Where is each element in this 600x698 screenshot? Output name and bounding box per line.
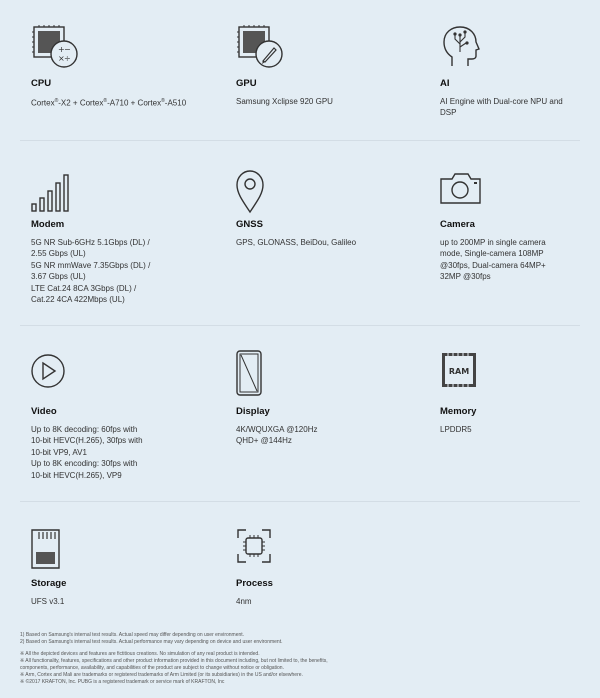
feature-description: LPDDR5 [440,425,472,434]
feature-description: GPS, GLONASS, BeiDou, Galileo [236,238,357,247]
smartphone-icon [236,350,284,396]
sd-card-icon [31,528,79,574]
feature-title: GNSS [236,219,263,230]
svg-text:−: − [64,45,71,54]
feature-description: 4nm [236,597,252,606]
feature-title: Storage [31,578,67,589]
gpu-chip-icon [236,24,284,70]
feature-description: Samsung Xclipse 920 GPU [236,97,333,106]
features-grid [20,0,580,630]
features-row-4 [20,502,580,630]
feature-title: Modem [31,219,65,230]
feature-description: 4K/WQUXGA @120Hz QHD+ @144Hz [236,425,318,446]
feature-description: AI Engine with Dual-core NPU and DSP [440,97,563,118]
footnote-2: 2) Based on Samsung's internal test results. Actual performance may vary depending on device and user environment. [20,639,283,645]
footnotes [20,632,580,686]
svg-text:×: × [58,54,65,63]
notice-3: components, performance, availability, and capabilities of the product are subject to change without notice or obligation. [20,665,284,671]
ram-chip-icon [440,350,488,396]
notice-2: ※ All functionality, features, specifications and other product information provided in this document including, but not limited to, the benefits, [20,658,328,664]
feature-title: Memory [440,406,477,417]
feature-title: Process [236,578,273,589]
notice-5: ※ ©2017 KRAFTON, Inc. PUBG is a registered trademark or service mark of KRAFTON, Inc [20,679,225,685]
feature-description: 5G NR Sub-6GHz 5.1Gbps (DL) / 2.55 Gbps (UL) 5G NR mmWave 7.35Gbps (DL) / 3.67 Gbps (UL) LTE Cat.24 8CA 3Gbps (DL) / Cat.22 4CA 422Mbps (UL) [31,238,151,305]
svg-text:+: + [58,45,65,54]
location-pin-icon [236,169,284,215]
features-row-2 [20,141,580,326]
feature-description: UFS v3.1 [31,597,65,606]
notice-1: ※ All the depicted devices and features are fictitious creations. No simulation of any real product is intended. [20,651,260,657]
feature-title: CPU [31,78,52,89]
process-chip-icon [236,528,284,574]
feature-title: Video [31,406,57,417]
feature-description: Up to 8K decoding: 60fps with 10-bit HEVC(H.265), 30fps with 10-bit VP9, AV1 Up to 8K encoding: 30fps with 10-bit HEVC(H.265), VP9 [31,425,143,480]
footnote-1: 1) Based on Samsung's internal test results. Actual speed may differ depending on user environment. [20,632,245,638]
play-icon [31,350,79,396]
feature-title: GPU [236,78,257,89]
feature-description: Cortex®-X2 + Cortex®-A710 + Cortex®-A510 [31,98,187,108]
camera-icon [440,169,488,215]
signal-bars-icon [31,169,79,215]
features-row-1 [20,0,580,141]
ram-label: RAM [448,367,470,376]
feature-description: up to 200MP in single camera mode, Single-camera 108MP @30fps, Dual-camera 64MP+ 32MP @30fps [440,238,546,282]
svg-text:÷: ÷ [64,54,71,63]
feature-title: Display [236,406,270,417]
ai-head-icon [440,24,488,70]
features-row-3 [20,326,580,502]
cpu-chip-icon [31,24,79,70]
notice-4: ※ Arm, Cortex and Mali are trademarks or registered trademarks of Arm Limited (or its subsidiaries) in the US and/or elsewhere. [20,672,303,678]
feature-title: AI [440,78,450,89]
feature-title: Camera [440,219,475,230]
